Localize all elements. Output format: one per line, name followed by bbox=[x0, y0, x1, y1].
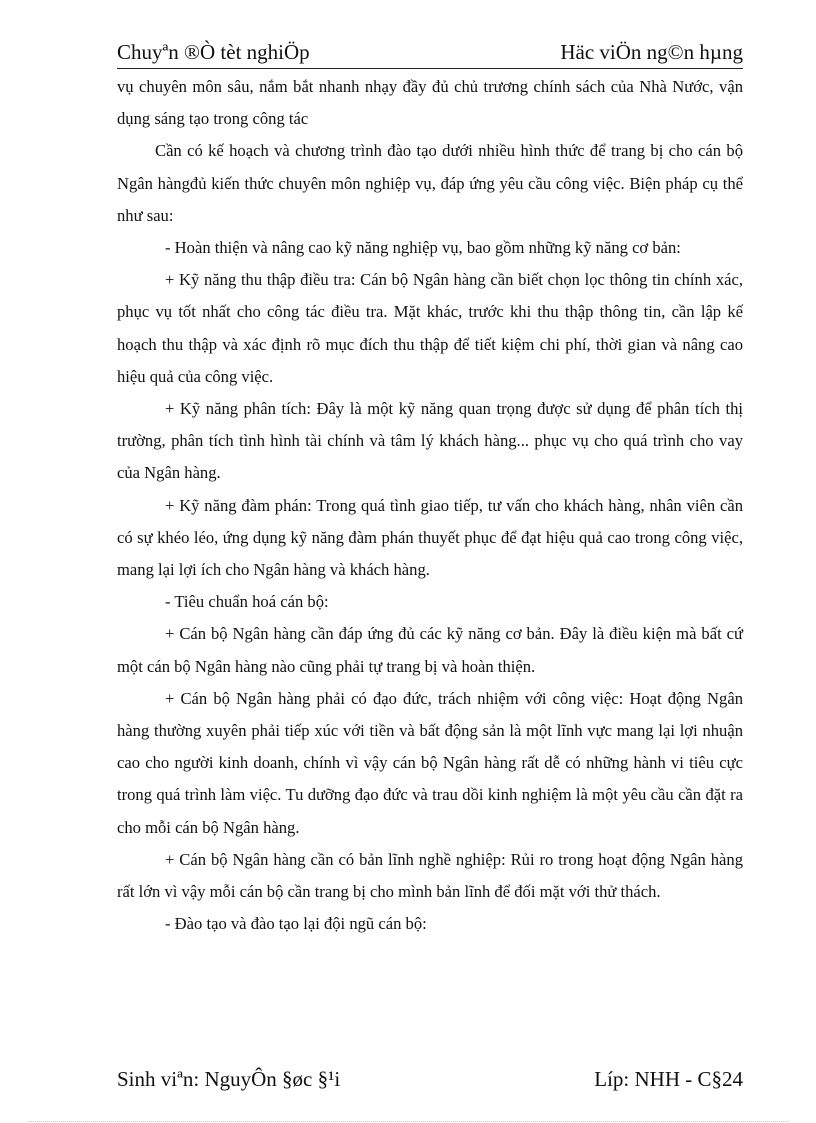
paragraph-2: Cần có kế hoạch và chương trình đào tạo dưới nhiều hình thức để trang bị cho cán bộ Ngân hàngđủ kiến thức chuyên môn nghiệp vụ, đáp ứng yêu cầu công việc. Biện pháp cụ thể như sau: bbox=[117, 141, 743, 225]
paragraph-9: + Cán bộ Ngân hàng phải có đạo đức, trách nhiệm với công việc: Hoạt động Ngân hàng thường xuyên phải tiếp xúc với tiền và bất động sản là một lĩnh vực mang lại lợi nhuận cao cho người kinh doanh, chính vì vậy cán bộ Ngân hàng rất dễ có những hành vi tiêu cực trong quá trình làm việc. Tu dưỡng đạo đức và trau dồi kinh nghiệm là một yêu cầu cần đặt ra cho mỗi cán bộ Ngân hàng. bbox=[117, 688, 743, 837]
paragraph-3: - Hoàn thiện và nâng cao kỹ năng nghiệp vụ, bao gồm những kỹ năng cơ bản: bbox=[165, 238, 681, 258]
paragraph-1: vụ chuyên môn sâu, nắm bắt nhanh nhạy đầy đủ chủ trương chính sách của Nhà Nước, vận dụng sáng tạo trong công tác bbox=[117, 77, 743, 129]
paragraph-7: - Tiêu chuẩn hoá cán bộ: bbox=[165, 592, 329, 612]
header-right-title: Häc viÖn ng©n hµng bbox=[560, 40, 743, 64]
page-header bbox=[117, 38, 743, 69]
footer-class-code: Líp: NHH - C§24 bbox=[594, 1067, 743, 1091]
paragraph-4: + Kỹ năng thu thập điều tra: Cán bộ Ngân hàng cần biết chọn lọc thông tin chính xác, phục vụ tốt nhất cho công tác điều tra. Mặt khác, trước khi thu thập thông tin, cần lập kế hoạch thu thập và xác định rõ mục đích thu thập để tiết kiệm chi phí, thời gian và nâng cao hiệu quả của công việc. bbox=[117, 270, 743, 386]
paragraph-5: + Kỹ năng phân tích: Đây là một kỹ năng quan trọng được sử dụng để phân tích thị trường, phân tích tình hình tài chính và tâm lý khách hàng... phục vụ cho quá trình cho vay của Ngân hàng. bbox=[117, 399, 743, 483]
page-footer bbox=[117, 1066, 743, 1094]
document-body bbox=[117, 71, 743, 940]
paragraph-6: + Kỹ năng đàm phán: Trong quá tình giao tiếp, tư vấn cho khách hàng, nhân viên cần có sự khéo léo, ứng dụng kỹ năng đàm phán thuyết phục để đạt hiệu quả cao trong công việc, mang lại lợi ích cho Ngân hàng và khách hàng. bbox=[117, 495, 743, 580]
page-bottom-divider bbox=[28, 1121, 788, 1122]
paragraph-10: + Cán bộ Ngân hàng cần có bản lĩnh nghề nghiệp: Rủi ro trong hoạt động Ngân hàng rất lớn vì vậy mỗi cán bộ cần trang bị cho mình bản lĩnh để đối mặt với thử thách. bbox=[117, 849, 743, 902]
paragraph-8: + Cán bộ Ngân hàng cần đáp ứng đủ các kỹ năng cơ bản. Đây là điều kiện mà bất cứ một cán bộ Ngân hàng nào cũng phải tự trang bị và hoàn thiện. bbox=[117, 624, 743, 676]
header-left-title: Chuyªn ®Ò tèt nghiÖp bbox=[117, 40, 310, 64]
footer-student-name: Sinh viªn: NguyÔn §øc §¹i bbox=[117, 1067, 341, 1091]
paragraph-11: - Đào tạo và đào tạo lại đội ngũ cán bộ: bbox=[165, 914, 427, 934]
